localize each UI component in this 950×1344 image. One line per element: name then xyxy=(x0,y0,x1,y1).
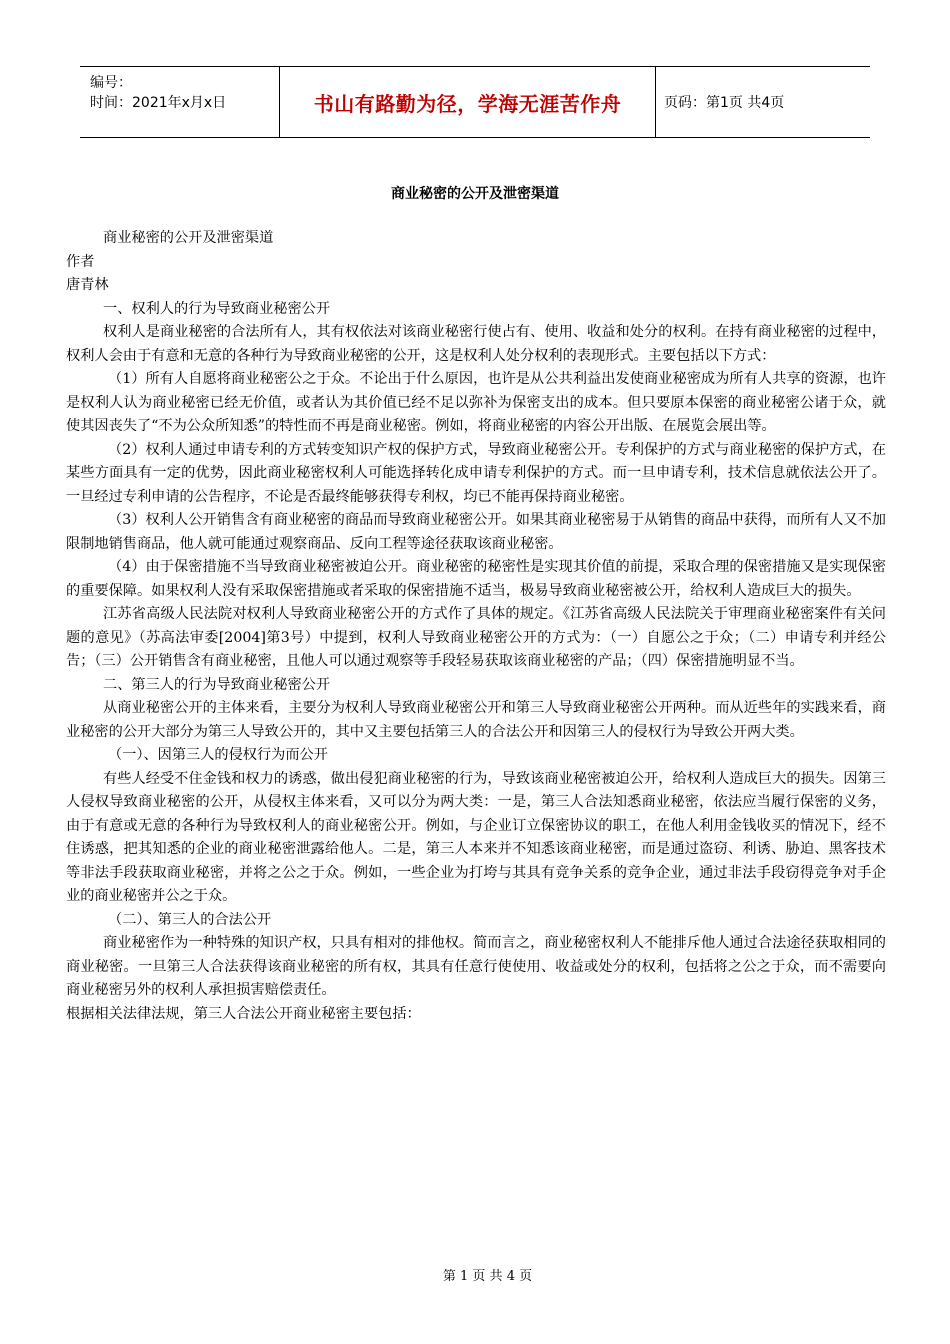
list-item-3: （3）权利人公开销售含有商业秘密的商品而导致商业秘密公开。如果其商业秘密易于从销售的商品中获得，而所有人又不加限制地销售商品，他人就可能通过观察商品、反向工程等途径获取该商业秘密。 xyxy=(66,512,886,552)
body-paragraph: 有些人经受不住金钱和权力的诱惑，做出侵犯商业秘密的行为，导致该商业秘密被迫公开，给权利人造成巨大的损失。因第三人侵权导致商业秘密的公开，从侵权主体来看，又可以分为两大类：一是，第三人合法知悉商业秘密，依法应当履行保密的义务，由于有意或无意的各种行为导致权利人的商业秘密公开。例如，与企业订立保密协议的职工，在他人利用金钱收买的情况下，经不住诱惑，把其知悉的企业的商业秘密泄露给他人。二是，第三人本来并不知悉该商业秘密，而是通过盗窃、利诱、胁迫、黑客技术等非法手段获取商业秘密，并将之公之于众。例如，一些企业为打垮与其具有竞争关系的竞争企业，通过非法手段窃得竞争对手企业的商业秘密并公之于众。 xyxy=(66,770,886,904)
subsection-heading-1: （一）、因第三人的侵权行为而公开 xyxy=(108,747,328,763)
list-item-1: （1）所有人自愿将商业秘密公之于众。不论出于什么原因，也许是从公共利益出发使商业秘密成为所有人共享的资源，也许是权利人认为商业秘密已经无价值，或者认为其价值已经不足以弥补为保密支出的成本。但只要原本保密的商业秘密公诸于众，就使其因丧失了“不为公众所知悉”的特性而不再是商业秘密。例如，将商业秘密的内容公开出版、在展览会展出等。 xyxy=(66,371,886,434)
body-paragraph: 根据相关法律法规，第三人合法公开商业秘密主要包括： xyxy=(66,1005,421,1022)
header-left-cell xyxy=(80,67,280,137)
body-paragraph: 商业秘密作为一种特殊的知识产权，只具有相对的排他权。简而言之，商业秘密权利人不能排斥他人通过合法途径获取相同的商业秘密。一旦第三人合法获得该商业秘密的所有权，其具有任意行使使用、收益或处分的权利，包括将之公之于众，而不需要向商业秘密另外的权利人承担损害赔偿责任。 xyxy=(66,935,886,998)
list-item-4: （4）由于保密措施不当导致商业秘密被迫公开。商业秘密的秘密性是实现其价值的前提，采取合理的保密措施又是实现保密的重要保障。如果权利人没有采取保密措施或者采取的保密措施不适当，极易导致商业秘密被公开，给权利人造成巨大的损失。 xyxy=(66,559,886,599)
body-paragraph: 权利人是商业秘密的合法所有人，其有权依法对该商业秘密行使占有、使用、收益和处分的权利。在持有商业秘密的过程中，权利人会由于有意和无意的各种行为导致商业秘密的公开，这是权利人处分权利的表现形式。主要包括以下方式： xyxy=(66,324,886,364)
document-title: 商业秘密的公开及泄密渠道 xyxy=(391,186,559,202)
body-paragraph: 从商业秘密公开的主体来看，主要分为权利人导致商业秘密公开和第三人导致商业秘密公开两种。而从近些年的实践来看，商业秘密的公开大部分为第三人导致公开的，其中又主要包括第三人的合法公开和因第三人的侵权行为导致公开两大类。 xyxy=(66,700,886,740)
subtitle-paragraph: 商业秘密的公开及泄密渠道 xyxy=(103,230,274,246)
subsection-heading-2: （二）、第三人的合法公开 xyxy=(108,911,272,928)
document-body xyxy=(66,227,886,1026)
header-motto: 书山有路勤为径，学海无涯苦作舟 xyxy=(280,67,656,137)
document-header xyxy=(80,66,870,138)
section-heading-1: 一、权利人的行为导致商业秘密公开 xyxy=(103,300,331,317)
author-name: 唐青林 xyxy=(66,277,109,293)
time-label: 时间：2021年x月x日 xyxy=(90,95,227,111)
number-label: 编号： xyxy=(90,75,132,91)
body-paragraph: 江苏省高级人民法院对权利人导致商业秘密公开的方式作了具体的规定。《江苏省高级人民法院关于审理商业秘密案件有关问题的意见》（苏高法审委[2004]第3号）中提到，权利人导致商业秘密公开的方式为：（一）自愿公之于众；（二）申请专利并经公告；（三）公开销售含有商业秘密，且他人可以通过观察等手段轻易获取该商业秘密的产品；（四）保密措施明显不当。 xyxy=(66,606,886,669)
section-heading-2: 二、第三人的行为导致商业秘密公开 xyxy=(103,676,331,693)
author-label: 作者 xyxy=(66,253,95,270)
list-item-2: （2）权利人通过申请专利的方式转变知识产权的保护方式，导致商业秘密公开。专利保护的方式与商业秘密的保护方式，在某些方面具有一定的优势，因此商业秘密权利人可能选择转化成申请专利保护的方式。而一旦申请专利，技术信息就依法公开了。一旦经过专利申请的公告程序，不论是否最终能够获得专利权，均已不能再保持商业秘密。 xyxy=(66,441,886,505)
page-footer: 第 1 页 共 4 页 xyxy=(442,1269,533,1284)
header-page-info: 页码：第1页 共4页 xyxy=(664,95,785,111)
